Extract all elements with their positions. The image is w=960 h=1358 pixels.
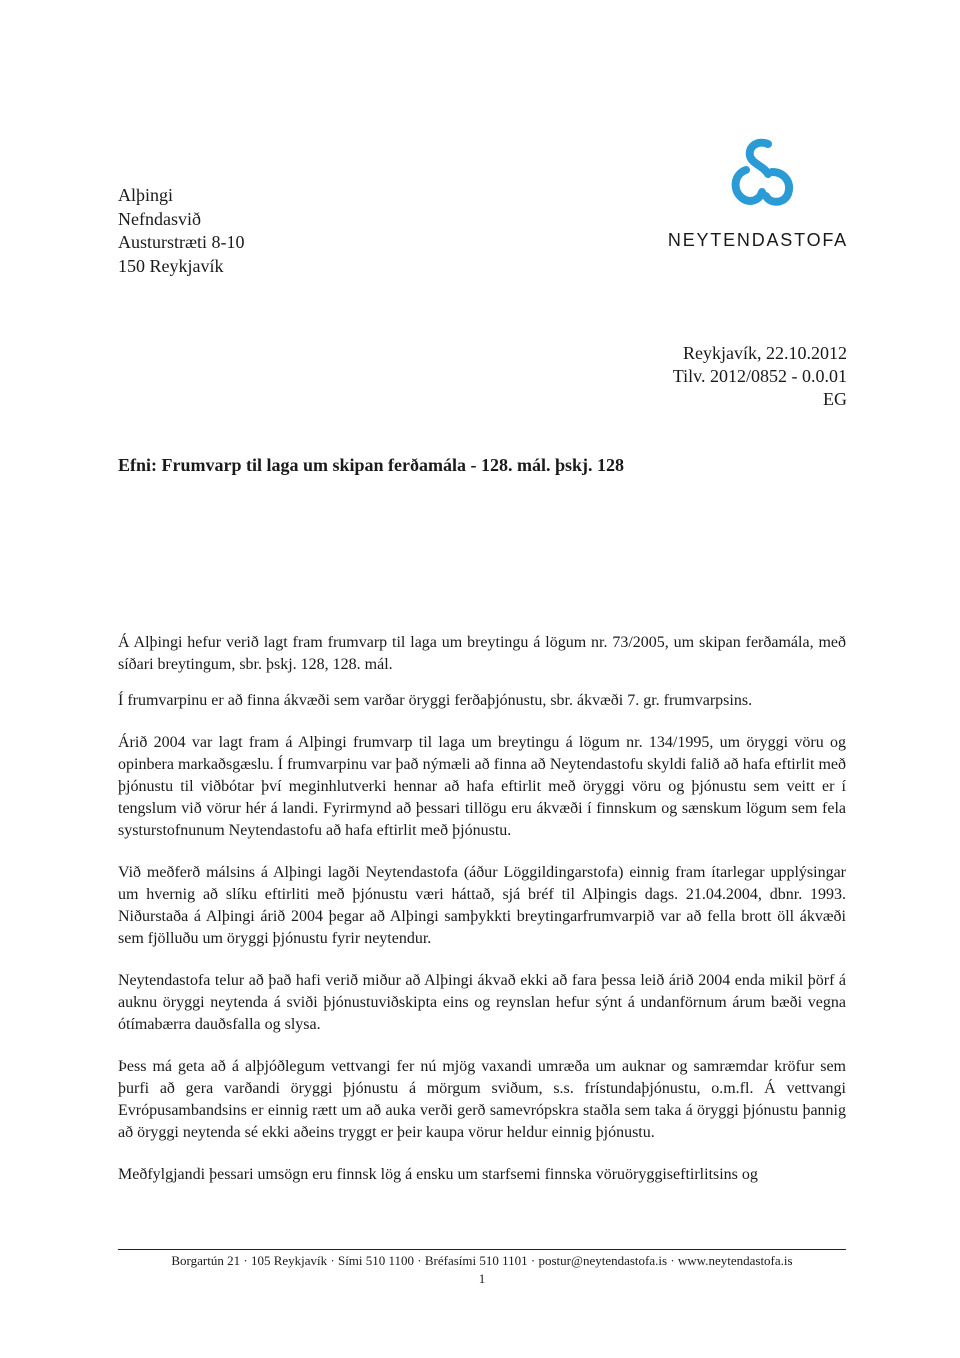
- letter-date: Reykjavík, 22.10.2012: [683, 343, 847, 363]
- recipient-address: [118, 184, 245, 278]
- body-paragraph: Meðfylgjandi þessari umsögn eru finnsk lög á ensku um starfsemi finnska vöruöryggiseftirlitsins og: [118, 1166, 758, 1183]
- letter-initials: EG: [823, 389, 847, 409]
- body-paragraph: Í frumvarpinu er að finna ákvæði sem varðar öryggi ferðaþjónustu, sbr. ákvæði 7. gr. frumvarpsins.: [118, 692, 753, 709]
- logo-wordmark: NEYTENDASTOFA: [667, 230, 848, 250]
- letter-reference: Tilv. 2012/0852 - 0.0.01: [672, 366, 847, 386]
- recipient-line: Austurstræti 8-10: [118, 232, 245, 252]
- recipient-line: 150 Reykjavík: [118, 255, 224, 276]
- footer-address: Borgartún 21 · 105 Reykjavík · Sími 510 1100 · Bréfasími 510 1101 · postur@neytendastofa.is · www.neytendastofa.is: [171, 1253, 793, 1268]
- page-number: 1: [478, 1271, 486, 1286]
- footer-divider: [118, 1249, 846, 1250]
- neytendastofa-logo-icon: [724, 136, 800, 212]
- recipient-line: Alþingi: [118, 185, 174, 205]
- body-paragraph: Við meðferð málsins á Alþingi lagði Neytendastofa (áður Löggildingarstofa) einnig fram ítarlegar upplýsingar um hvernig að slíku eftirliti með þjónustu væri háttað, sjá bréf til Alþingis dags. 21.04.2004, dbnr. 1993. Niðurstaða á Alþingi árið 2004 þegar að Alþingi samþykkti breytingarfrumvarpið var að fella brott öll ákvæði sem fjölluðu um öryggi þjónustu fyrir neytendur.: [118, 864, 846, 947]
- body-paragraph: Á Alþingi hefur verið lagt fram frumvarp til laga um breytingu á lögum nr. 73/2005, um skipan ferðamála, með síðari breytingum, sbr. þskj. 128, 128. mál.: [118, 634, 846, 673]
- letter-body: [118, 632, 846, 1186]
- letter-meta: [673, 342, 847, 411]
- body-paragraph: Þess má geta að á alþjóðlegum vettvangi fer nú mjög vaxandi umræða um auknar og samræmdar kröfur sem þurfi að gera varðandi öryggi þjónustu á mörgum sviðum, s.s. frístundaþjónustu, o.m.fl. Á vettvangi Evrópusambandsins er einnig rætt um að auka verði gerð samevrópskra staðla sem taka á öryggi þjónustu þannig að öryggi neytenda sé ekki aðeins tryggt er þeir kaupa vörur heldur einnig þjónustu.: [118, 1058, 846, 1141]
- body-paragraph: Árið 2004 var lagt fram á Alþingi frumvarp til laga um breytingu á lögum nr. 134/1995, um öryggi vöru og opinbera markaðsgæslu. Í frumvarpinu var það nýmæli að finna að Neytendastofu skyldi falið að hafa eftirlit með þjónustu til viðbótar því meginhlutverki hennar að hafa eftirlit með öryggi vöru og þjónustu sem veitt er í tengslum við vörur hér á landi. Fyrirmynd að þessari tillögu eru ákvæði í finnskum og sænskum lögum sem fela systurstofnunum Neytendastofu að hafa eftirlit með þjónustu.: [118, 734, 846, 839]
- letter-subject: Efni: Frumvarp til laga um skipan ferðamála - 128. mál. þskj. 128: [118, 455, 625, 475]
- body-paragraph: Neytendastofa telur að það hafi verið miður að Alþingi ákvað ekki að fara þessa leið árið 2004 enda mikil þörf á auknu öryggi neytenda á sviði þjónustuviðskipta eins og reynslan hefur sýnt á undanförnum árum bæði vegna ótímabærra dauðsfalla og slysa.: [118, 972, 846, 1033]
- recipient-line: Nefndasvið: [118, 208, 201, 229]
